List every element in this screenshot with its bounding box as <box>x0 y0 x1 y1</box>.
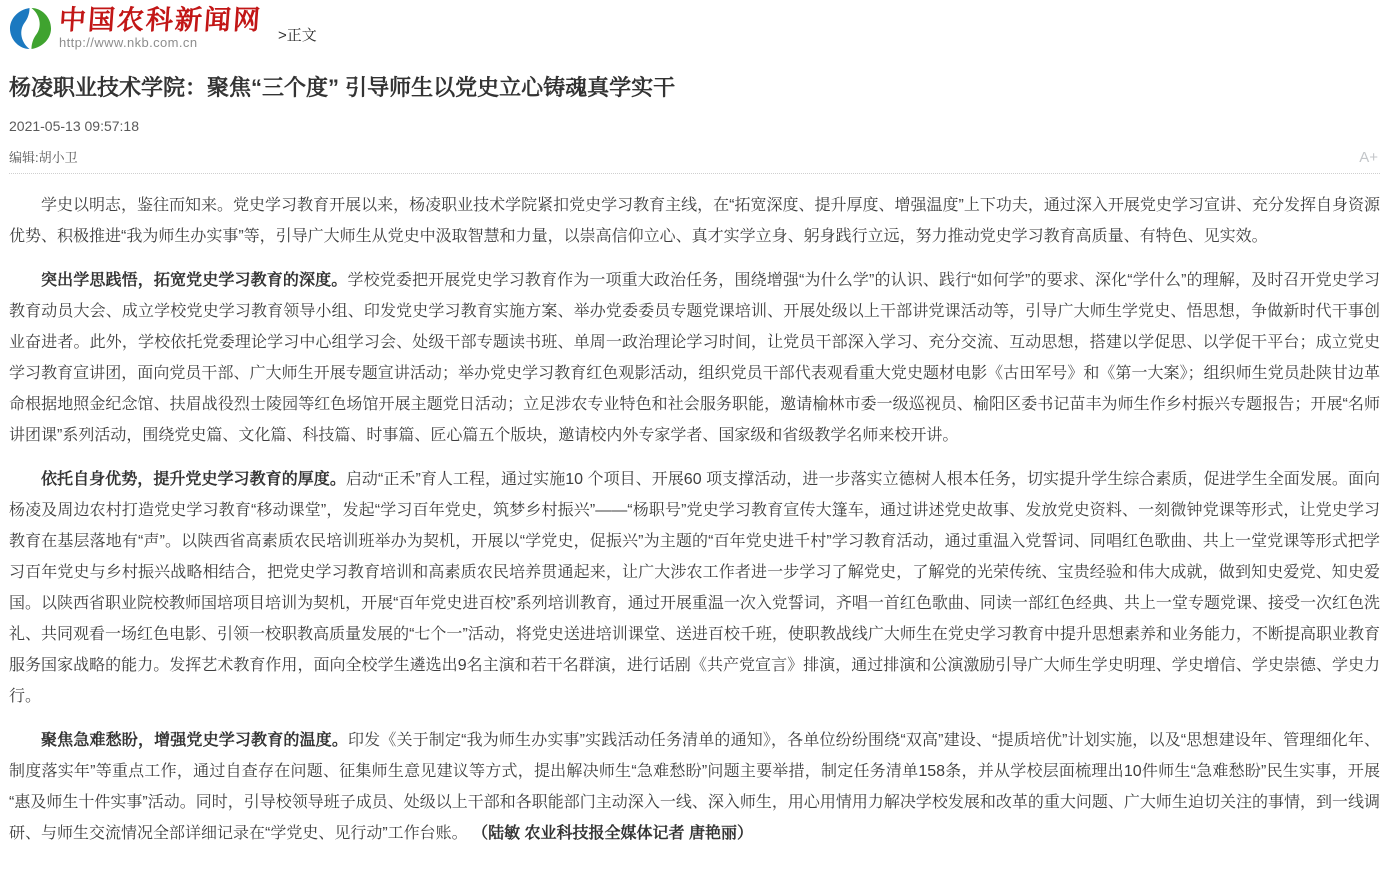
paragraph-text: 学史以明志，鉴往而知来。党史学习教育开展以来，杨凌职业技术学院紧扣党史学习教育主线，在“拓宽深度、提升厚度、增强温度”上下功夫，通过深入开展党史学习宣讲、充分发挥自身资源优势、积极推进“我为师生办实事”等，引导广大师生从党史中汲取智慧和力量，以崇高信仰立心、真才实学立身、躬身践行立远，努力推动党史学习教育高质量、有特色、见实效。 <box>9 196 1380 245</box>
site-name: 中国农科新闻网 <box>57 5 264 35</box>
paragraph-text: 印发《关于制定“我为师生办实事”实践活动任务清单的通知》，各单位纷纷围绕“双高”建设、“提质培优”计划实施，以及“思想建设年、管理细化年、制度落实年”等重点工作，通过自查存在问题、征集师生意见建议等方式，提出解决师生“急难愁盼”问题主要举措，制定任务清单158条，并从学校层面梳理出10件师生“急难愁盼”民生实事，开展“惠及师生十件实事”活动。同时，引导校领导班子成员、处级以上干部和各职能部门主动深入一线、深入师生，用心用情用力解决学校发展和改革的重大问题、广大师生迫切关注的事情，到一线调研、与师生交流情况全部详细记录在“学党史、见行动”工作台账。 <box>9 731 1380 842</box>
site-header <box>9 5 1380 54</box>
paragraph <box>9 190 1380 252</box>
page-title: 杨凌职业技术学院：聚焦“三个度” 引导师生以党史立心铸魂真学实干 <box>9 75 676 100</box>
publish-date: 2021-05-13 09:57:18 <box>9 117 139 134</box>
paragraph <box>9 725 1380 849</box>
breadcrumb[interactable]: >正文 <box>278 27 317 44</box>
article-main <box>9 74 1380 849</box>
site-url: http://www.nkb.com.cn <box>59 35 198 50</box>
paragraph <box>9 464 1380 712</box>
site-logo-text <box>59 7 262 50</box>
editor-label: 编辑:胡小卫 <box>9 149 78 165</box>
site-logo-icon <box>9 7 52 50</box>
paragraph <box>9 265 1380 451</box>
paragraph-byline: （陆敏 农业科技报全媒体记者 唐艳丽） <box>472 824 754 842</box>
article-body <box>9 173 1380 849</box>
paragraph-text: 启动“正禾”育人工程，通过实施10 个项目、开展60 项支撑活动，进一步落实立德树人根本任务，切实提升学生综合素质，促进学生全面发展。面向杨凌及周边农村打造党史学习教育“移动课堂”，发起“学习百年党史，筑梦乡村振兴”——“杨职号”党史学习教育宣传大篷车，通过讲述党史故事、发放党史资料、一刻微钟党课等形式，让党史学习教育在基层落地有“声”。以陕西省高素质农民培训班举办为契机，开展以“学党史，促振兴”为主题的“百年党史进千村”学习教育活动，通过重温入党誓词、同唱红色歌曲、共上一堂党课等形式把学习百年党史与乡村振兴战略相结合，把党史学习教育培训和高素质农民培养贯通起来，让广大涉农工作者进一步学习了解党史，了解党的光荣传统、宝贵经验和伟大成就，做到知史爱党、知史爱国。以陕西省职业院校教师国培项目培训为契机，开展“百年党史进百校”系列培训教育，通过开展重温一次入党誓词，齐唱一首红色歌曲、同读一部红色经典、共上一堂专题党课、接受一次红色洗礼、共同观看一场红色电影、引领一校职教高质量发展的“七个一”活动，将党史送进培训课堂、送进百校千班，使职教战线广大师生在党史学习教育中提升思想素养和业务能力，不断提高职业教育服务国家战略的能力。发挥艺术教育作用，面向全校学生遴选出9名主演和若干名群演，进行话剧《共产党宣言》排演，通过排演和公演激励引导广大师生学史明理、学史增信、学史崇德、学史力行。 <box>9 470 1380 705</box>
paragraph-lead: 突出学思践悟，拓宽党史学习教育的深度。 <box>41 271 348 289</box>
site-logo[interactable] <box>9 7 262 50</box>
paragraph-lead: 聚焦急难愁盼，增强党史学习教育的温度。 <box>41 731 348 749</box>
paragraph-lead: 依托自身优势，提升党史学习教育的厚度。 <box>41 470 346 488</box>
paragraph-text: 学校党委把开展党史学习教育作为一项重大政治任务，围绕增强“为什么学”的认识、践行“如何学”的要求、深化“学什么”的理解，及时召开党史学习教育动员大会、成立学校党史学习教育领导小组、印发党史学习教育实施方案、举办党委委员专题党课培训、开展处级以上干部讲党课活动等，引导广大师生学党史、悟思想，争做新时代干事创业奋进者。此外，学校依托党委理论学习中心组学习会、处级干部专题读书班、单周一政治理论学习时间，让党员干部深入学习、充分交流、互动思想，搭建以学促思、以学促干平台；成立党史学习教育宣讲团，面向党员干部、广大师生开展专题宣讲活动；举办党史学习教育红色观影活动，组织党员干部代表观看重大党史题材电影《古田军号》和《第一大案》；组织师生党员赴陕甘边革命根据地照金纪念馆、扶眉战役烈士陵园等红色场馆开展主题党日活动；立足涉农专业特色和社会服务职能，邀请榆林市委一级巡视员、榆阳区委书记苗丰为师生作乡村振兴专题报告；开展“名师讲团课”系列活动，围绕党史篇、文化篇、科技篇、时事篇、匠心篇五个版块，邀请校内外专家学者、国家级和省级教学名师来校开讲。 <box>9 271 1380 444</box>
font-size-increase-button[interactable]: A+ <box>1359 148 1378 166</box>
meta-row <box>9 147 1380 166</box>
